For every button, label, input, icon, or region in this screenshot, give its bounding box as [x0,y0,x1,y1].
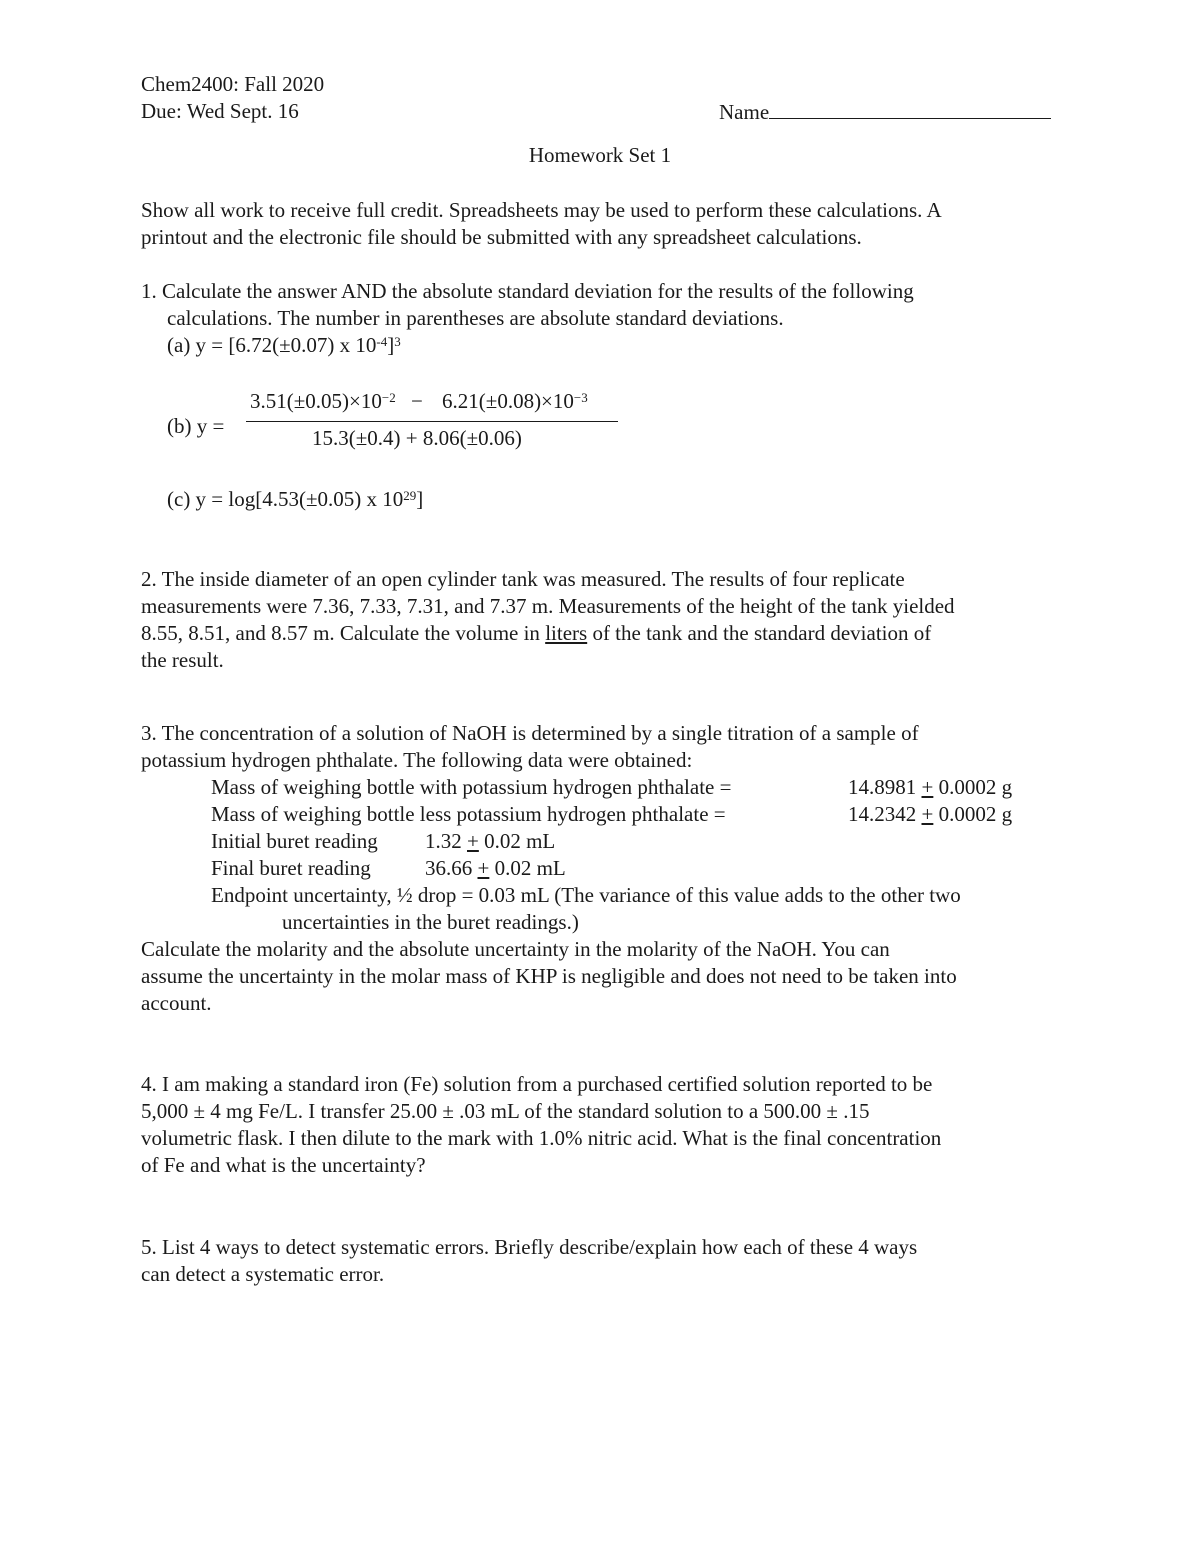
question-1c [167,486,423,513]
question-5-line: can detect a systematic error. [141,1262,385,1286]
numerator-term-2: 6.21(±0.08)×10 [442,389,574,413]
question-2-line: the result. [141,648,224,672]
question-3-intro [141,720,919,774]
question-1b-fraction [246,388,618,452]
value-uncertainty: 0.02 mL [489,856,566,880]
question-1 [141,278,914,332]
course-label: Chem2400: Fall 2020 [141,72,325,96]
value-number: 1.32 [425,829,467,853]
value-uncertainty: 0.0002 g [933,802,1013,826]
name-field[interactable] [719,98,1051,126]
question-4-line: 4. I am making a standard iron (Fe) solution from a purchased certified solution reported to be [141,1072,933,1096]
question-3-line: potassium hydrogen phthalate. The following data were obtained: [141,748,693,772]
question-3-line: 3. The concentration of a solution of NaOH is determined by a single titration of a sample of [141,721,919,745]
initial-buret-value [425,828,555,855]
numerator-term-1-exponent: −2 [381,390,396,405]
value-uncertainty: 0.02 mL [478,829,556,853]
final-buret-value [425,855,566,882]
value-number: 14.8981 [848,775,922,799]
question-1b-label: (b) y = [167,414,225,438]
question-2 [141,566,955,674]
instructions-line: printout and the electronic file should be submitted with any spreadsheet calculations. [141,225,862,249]
fraction-bar [246,421,618,422]
liters-emphasis: liters [545,621,588,645]
final-buret-label: Final buret reading [211,856,371,880]
question-4 [141,1071,941,1179]
question-1-line: calculations. The number in parentheses are absolute standard deviations. [167,306,784,330]
question-3-line: account. [141,991,212,1015]
numerator-operator: − [410,389,423,413]
question-2-line: measurements were 7.36, 7.33, 7.31, and 7.37 m. Measurements of the height of the tank yielded [141,594,955,618]
value-uncertainty: 0.0002 g [933,775,1013,799]
question-3-line: Calculate the molarity and the absolute uncertainty in the molarity of the NaOH. You can [141,937,890,961]
value-number: 14.2342 [848,802,922,826]
name-blank-line[interactable] [769,98,1051,119]
question-3-ask [141,936,957,1017]
question-2-text: of the tank and the standard deviation of [587,621,932,645]
mass-with-khp-value [848,774,1012,801]
question-1c-text: (c) y = log[4.53(±0.05) x 10 [167,487,404,511]
question-2-line [141,620,955,647]
fraction-numerator [250,388,588,415]
instructions [141,197,942,251]
question-1a-text: (a) y = [6.72(±0.07) x 10 [167,333,377,357]
question-5-line: 5. List 4 ways to detect systematic errors. Briefly describe/explain how each of these 4 ways [141,1235,918,1259]
endpoint-uncertainty-cont: uncertainties in the buret readings.) [282,910,579,934]
name-label: Name [719,100,770,124]
question-3-line: assume the uncertainty in the molar mass of KHP is negligible and does not need to be taken into [141,964,957,988]
initial-buret-label: Initial buret reading [211,829,378,853]
question-2-text: 8.55, 8.51, and 8.57 m. Calculate the volume in [141,621,546,645]
question-1c-exponent: 29 [403,488,417,503]
question-2-line: 2. The inside diameter of an open cylinder tank was measured. The results of four replicate [141,567,905,591]
plus-minus-sign: + [467,829,479,853]
numerator-term-2-exponent: −3 [573,390,588,405]
page-title: Homework Set 1 [528,143,672,167]
endpoint-uncertainty: Endpoint uncertainty, ½ drop = 0.03 mL (The variance of this value adds to the other two [211,883,961,907]
value-number: 36.66 [425,856,478,880]
question-1a [167,332,401,359]
question-5 [141,1234,917,1288]
question-1a-power: 3 [394,334,401,349]
mass-less-khp-label: Mass of weighing bottle less potassium hydrogen phthalate = [211,802,726,826]
question-1c-bracket: ] [416,487,424,511]
plus-minus-sign: + [921,802,934,826]
due-date: Due: Wed Sept. 16 [141,99,299,123]
mass-less-khp-value [848,801,1012,828]
question-1a-exponent: -4 [376,334,388,349]
question-1a-bracket: ] [387,333,395,357]
question-4-line: of Fe and what is the uncertainty? [141,1153,426,1177]
question-1-line: 1. Calculate the answer AND the absolute standard deviation for the results of the following [141,279,914,303]
question-4-line: volumetric flask. I then dilute to the mark with 1.0% nitric acid. What is the final concentration [141,1126,942,1150]
mass-with-khp-label: Mass of weighing bottle with potassium hydrogen phthalate = [211,775,732,799]
question-4-line: 5,000 ± 4 mg Fe/L. I transfer 25.00 ± .03 mL of the standard solution to a 500.00 ± .15 [141,1099,870,1123]
plus-minus-sign: + [477,856,490,880]
fraction-denominator: 15.3(±0.4) + 8.06(±0.06) [312,426,522,450]
instructions-line: Show all work to receive full credit. Spreadsheets may be used to perform these calculations. A [141,198,942,222]
numerator-term-1: 3.51(±0.05)×10 [250,389,382,413]
plus-minus-sign: + [921,775,934,799]
